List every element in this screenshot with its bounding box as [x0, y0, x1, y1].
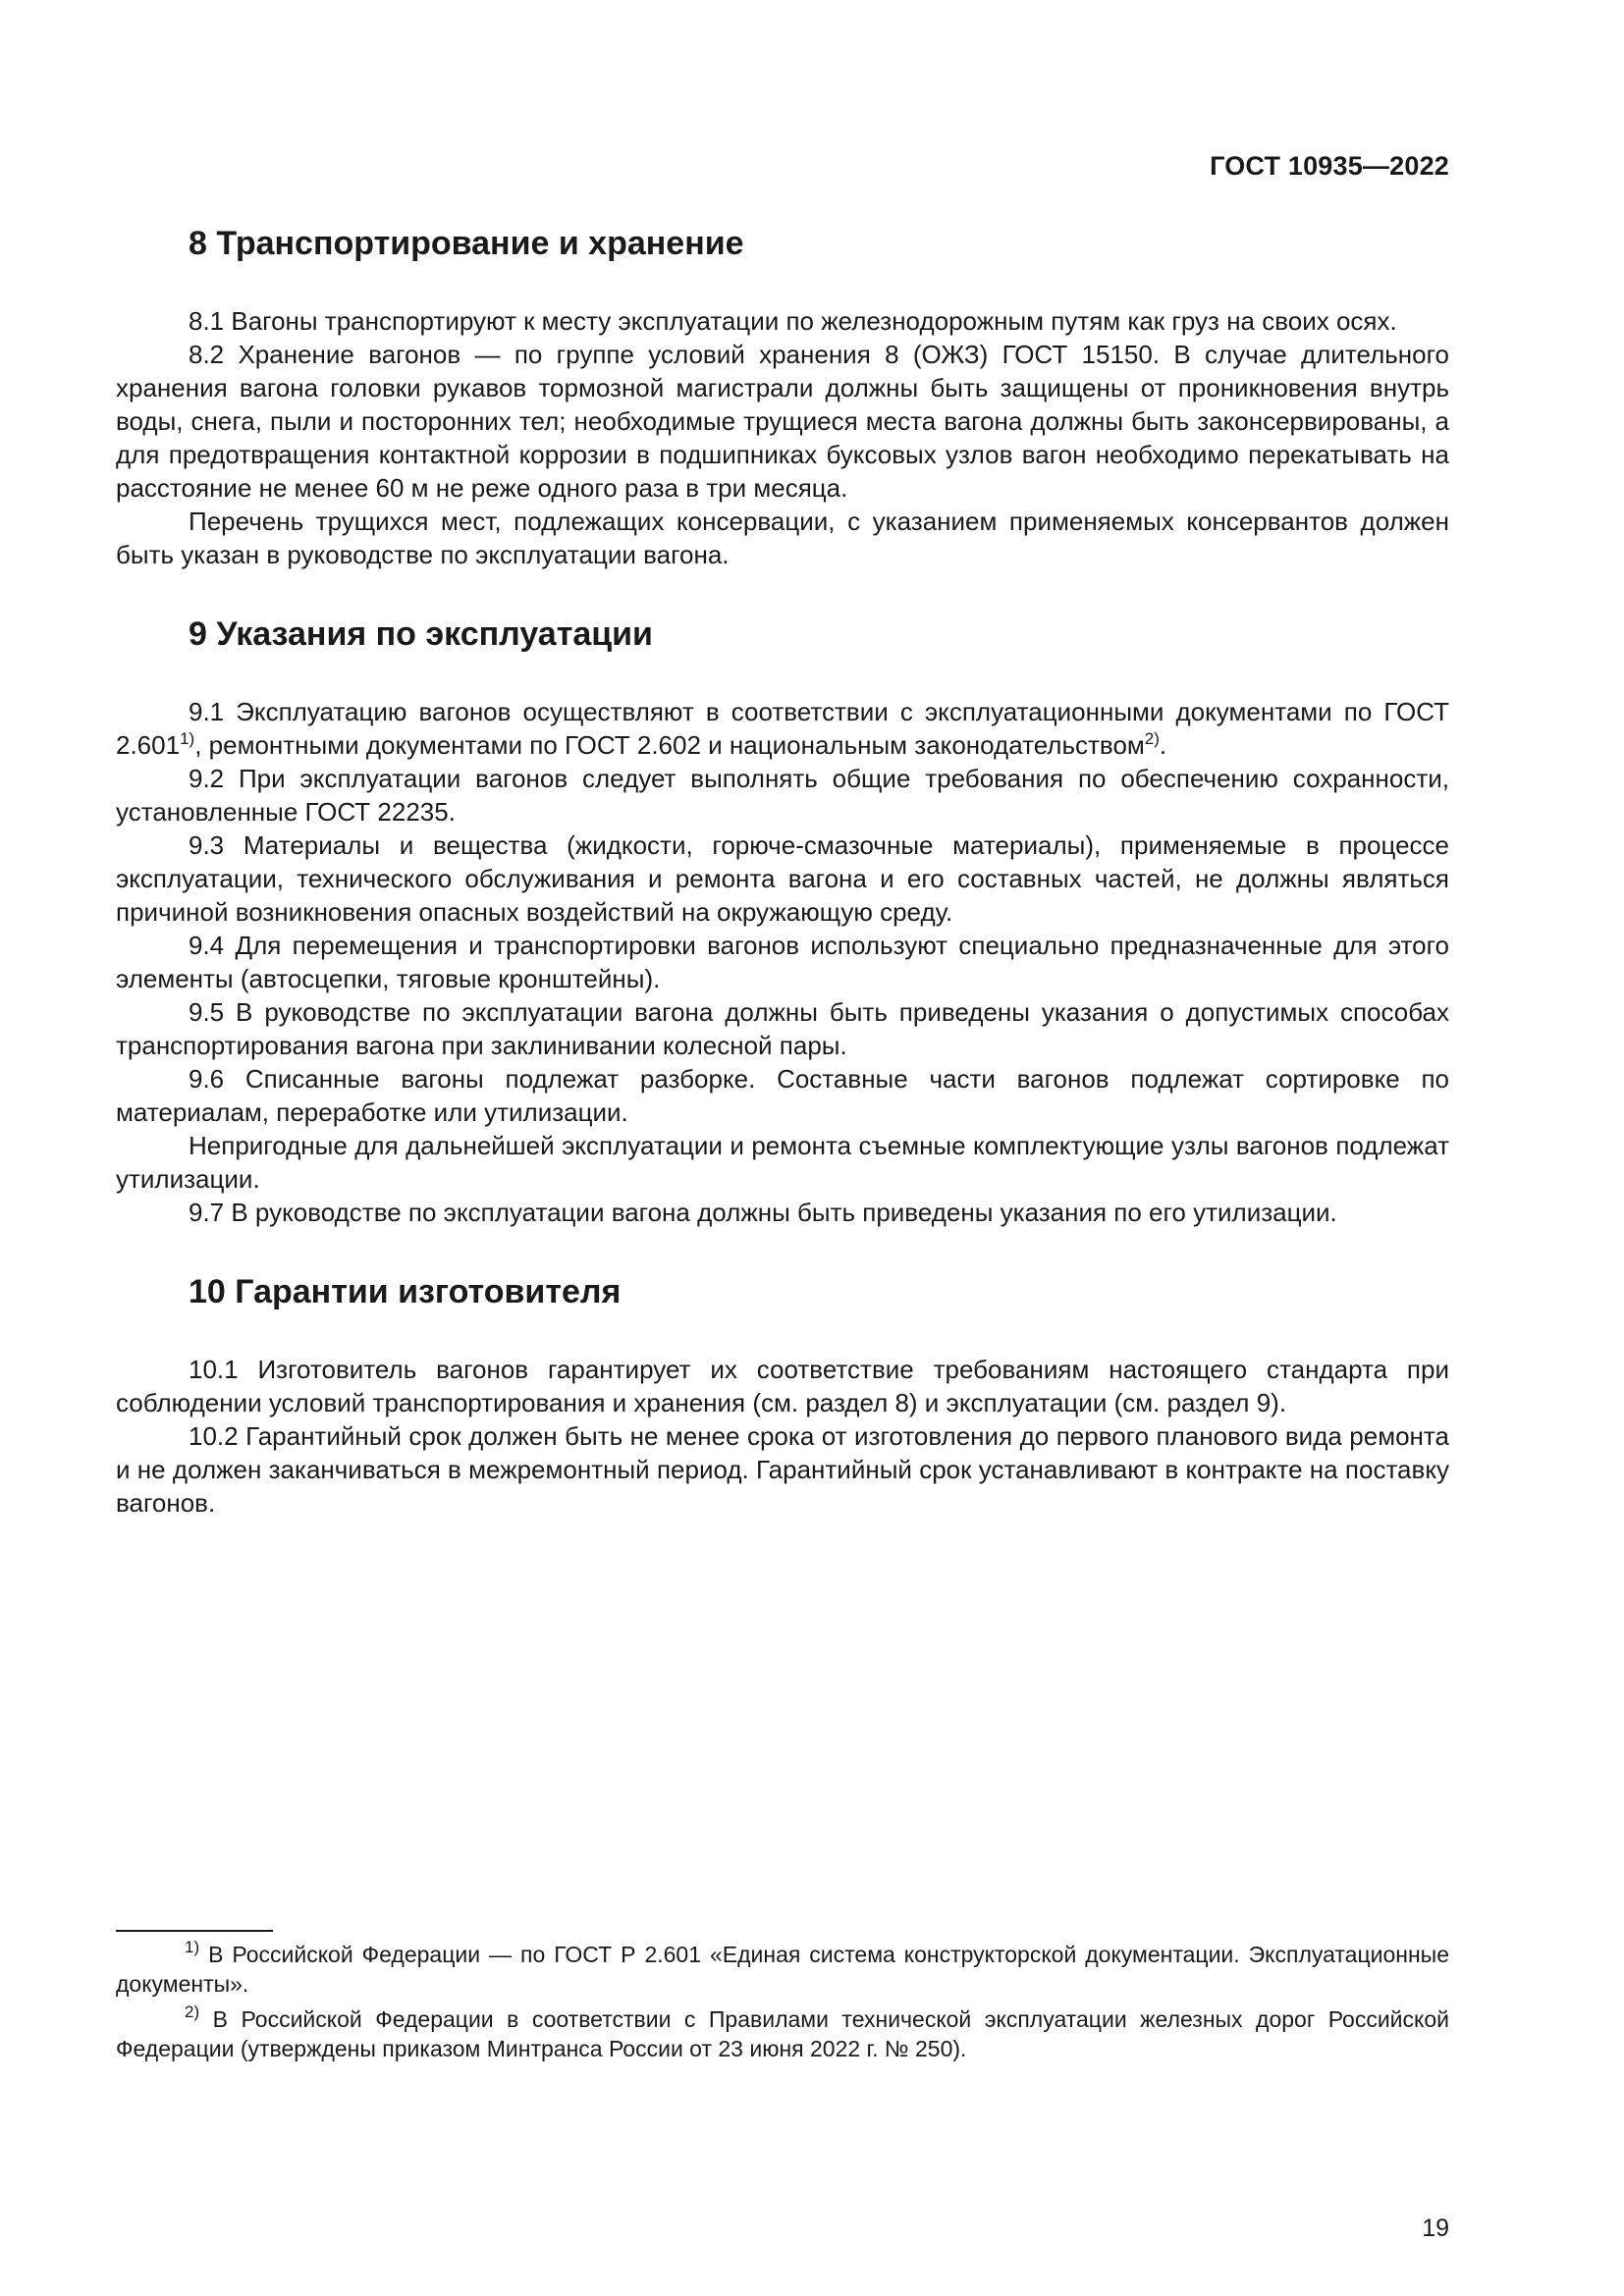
paragraph-10-1: 10.1 Изготовитель вагонов гарантирует их соответствие требованиям настоящего стандарта при соблюдении условий транспортирования и хранения (см. раздел 8) и эксплуатации (см. раздел 9).: [116, 1355, 1449, 1417]
footnote-1: [116, 1940, 1449, 1999]
footnote-2: [116, 2004, 1449, 2063]
paragraph-9-6-unfit: Непригодные для дальнейшей эксплуатации и ремонта съемные комплектующие узлы вагонов подлежат утилизации.: [116, 1131, 1449, 1194]
paragraph-9-5: 9.5 В руководстве по эксплуатации вагона должны быть приведены указания о допустимых способах транспортирования вагона при заклинивании колесной пары.: [116, 997, 1449, 1060]
page-number: 19: [1422, 2215, 1449, 2242]
paragraph-9-1-text-a: 9.1 Эксплуатацию вагонов осуществляют в соответствии с эксплуатационными документами по ГОСТ 2.601: [116, 697, 1449, 760]
document-code: ГОСТ 10935—2022: [1210, 151, 1449, 181]
paragraph-9-1: [116, 695, 1449, 762]
paragraph-8-2: 8.2 Хранение вагонов — по группе условий хранения 8 (ОЖЗ) ГОСТ 15150. В случае длительного хранения вагона головки рукавов тормозной магистрали должны быть защищены от проникновения внутрь воды, снега, пыли и посторонних тел; необходимые трущиеся места вагона должны быть законсервированы, а для предотвращения контактной коррозии в подшипниках буксовых узлов вагон необходимо перекатывать на расстояние не менее 60 м не реже одного раза в три месяца.: [116, 340, 1449, 503]
footnote-ref-1: 1): [180, 729, 195, 748]
paragraph-8-2-list: Перечень трущихся мест, подлежащих консервации, с указанием применяемых консервантов должен быть указан в руководстве по эксплуатации вагона.: [116, 507, 1449, 569]
paragraph-9-7: 9.7 В руководстве по эксплуатации вагона должны быть приведены указания по его утилизации.: [189, 1198, 1337, 1227]
paragraph-9-3: 9.3 Материалы и вещества (жидкости, горюче-смазочные материалы), применяемые в процессе эксплуатации, технического обслуживания и ремонта вагона и его составных частей, не должны являться причиной возникновения опасных воздействий на окружающую среду.: [116, 830, 1449, 927]
paragraph-9-4: 9.4 Для перемещения и транспортировки вагонов используют специально предназначенные для этого элементы (автосцепки, тяговые кронштейны).: [116, 931, 1449, 993]
paragraph-9-2: 9.2 При эксплуатации вагонов следует выполнять общие требования по обеспечению сохранности, установленные ГОСТ 22235.: [116, 764, 1449, 827]
section-9: [116, 613, 1449, 1229]
paragraph-9-1-text-c: .: [1159, 730, 1167, 760]
footnote-1-text: В Российской Федерации — по ГОСТ Р 2.601 «Единая система конструкторской документации. Эксплуатационные документы».: [116, 1942, 1449, 1997]
main-content: [116, 222, 1449, 1520]
footnotes: [116, 1930, 1449, 2069]
section-9-heading: 9 Указания по эксплуатации: [189, 615, 653, 653]
paragraph-10-2: 10.2 Гарантийный срок должен быть не менее срока от изготовления до первого планового вида ремонта и не должен заканчиваться в межремонтный период. Гарантийный срок устанавливают в контракте на поставку вагонов.: [116, 1421, 1449, 1518]
footnote-divider: [116, 1930, 273, 1932]
paragraph-9-6: 9.6 Списанные вагоны подлежат разборке. Составные части вагонов подлежат сортировке по материалам, переработке или утилизации.: [116, 1064, 1449, 1127]
paragraph-8-1: 8.1 Вагоны транспортируют к месту эксплуатации по железнодорожным путям как груз на своих осях.: [189, 306, 1397, 336]
paragraph-9-1-text-b: , ремонтными документами по ГОСТ 2.602 и национальным законодательством: [194, 730, 1145, 760]
footnote-2-mark: 2): [185, 2002, 200, 2021]
section-10-heading: 10 Гарантии изготовителя: [189, 1273, 622, 1310]
section-8: [116, 222, 1449, 571]
footnote-ref-2: 2): [1144, 729, 1160, 748]
footnote-1-mark: 1): [185, 1938, 200, 1956]
footnote-2-text: В Российской Федерации в соответствии с Правилами технической эксплуатации железных дорог Российской Федерации (утверждены приказом Минтранса России от 23 июня 2022 г. № 250).: [116, 2006, 1449, 2061]
section-8-heading: 8 Транспортирование и хранение: [189, 225, 744, 262]
section-10: [116, 1270, 1449, 1520]
